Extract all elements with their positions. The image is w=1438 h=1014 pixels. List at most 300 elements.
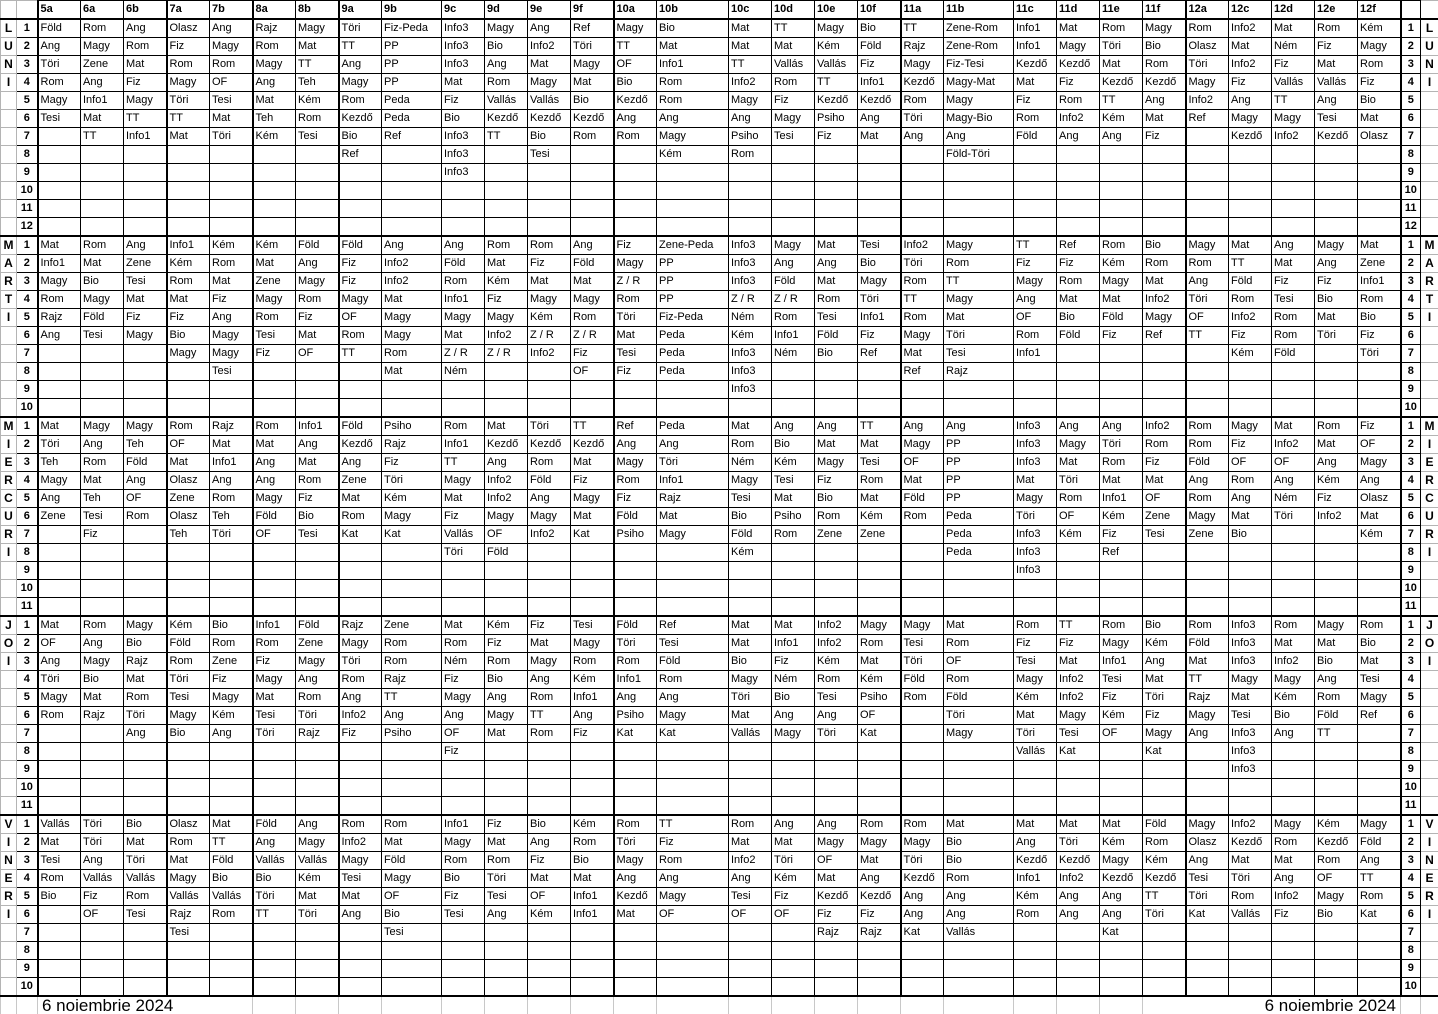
- timetable-cell: [657, 544, 729, 562]
- timetable-cell: [253, 182, 296, 200]
- period-number: 5: [17, 92, 38, 110]
- timetable-cell: [1186, 544, 1229, 562]
- timetable-cell: [210, 924, 253, 942]
- class-header-11a: 11a: [901, 1, 944, 20]
- period-number: 8: [17, 146, 38, 164]
- timetable-cell: Kém: [382, 490, 442, 508]
- day-letter: [1421, 797, 1438, 816]
- period-number: 3: [17, 653, 38, 671]
- timetable-cell: Rom: [253, 417, 296, 436]
- timetable-cell: [772, 761, 815, 779]
- timetable-cell: Töri: [772, 852, 815, 870]
- day-letter: L: [1, 19, 17, 38]
- timetable-cell: Info3: [729, 273, 772, 291]
- timetable-cell: Fiz-Peda: [657, 309, 729, 327]
- timetable-cell: [772, 580, 815, 598]
- timetable-cell: [901, 743, 944, 761]
- timetable-cell: [528, 363, 571, 381]
- timetable-cell: Vallás: [729, 725, 772, 743]
- timetable-cell: Magy: [1100, 635, 1143, 653]
- period-number: 6: [1401, 110, 1421, 128]
- timetable-cell: Mat: [296, 327, 339, 345]
- timetable-cell: [210, 146, 253, 164]
- period-number: 4: [1401, 671, 1421, 689]
- timetable-cell: Info2: [1229, 56, 1272, 74]
- timetable-cell: [296, 978, 339, 997]
- timetable-cell: Mat: [571, 454, 614, 472]
- timetable-cell: [81, 743, 124, 761]
- timetable-cell: [1057, 960, 1100, 978]
- timetable-cell: Teh: [81, 490, 124, 508]
- timetable-cell: [1014, 598, 1057, 617]
- timetable-cell: Rom: [442, 635, 485, 653]
- timetable-cell: [485, 743, 528, 761]
- timetable-cell: Ang: [944, 906, 1014, 924]
- timetable-cell: Vallás: [124, 870, 167, 888]
- timetable-cell: [614, 743, 657, 761]
- day-letter: E: [1421, 870, 1438, 888]
- timetable-cell: Magy: [729, 472, 772, 490]
- timetable-cell: Mat: [858, 852, 901, 870]
- timetable-cell: Rom: [210, 490, 253, 508]
- timetable-cell: Magy: [382, 508, 442, 526]
- day-letter: [1421, 779, 1438, 797]
- class-header-8b: 8b: [296, 1, 339, 20]
- timetable-cell: Föld: [1014, 128, 1057, 146]
- timetable-cell: [571, 544, 614, 562]
- class-header-11e: 11e: [1100, 1, 1143, 20]
- day-letter: C: [1421, 490, 1438, 508]
- timetable-cell: [1100, 942, 1143, 960]
- timetable-cell: [339, 779, 382, 797]
- timetable-cell: TT: [1014, 236, 1057, 255]
- timetable-cell: [1143, 960, 1186, 978]
- timetable-cell: Kezdő: [571, 436, 614, 454]
- period-number: 4: [17, 472, 38, 490]
- timetable-cell: [729, 182, 772, 200]
- timetable-cell: Mat: [38, 236, 81, 255]
- timetable-cell: [772, 182, 815, 200]
- timetable-cell: Info3: [1014, 436, 1057, 454]
- timetable-cell: Tesi: [124, 273, 167, 291]
- timetable-cell: Magy: [124, 327, 167, 345]
- day-letter: [1421, 399, 1438, 418]
- timetable-cell: [1186, 345, 1229, 363]
- timetable-cell: [858, 200, 901, 218]
- timetable-cell: [1014, 797, 1057, 816]
- timetable-cell: Teh: [296, 74, 339, 92]
- timetable-cell: Rom: [657, 74, 729, 92]
- timetable-cell: [442, 218, 485, 237]
- timetable-row: [1, 616, 1438, 635]
- class-header-9b: 9b: [382, 1, 442, 20]
- timetable-cell: Bio: [1358, 92, 1401, 110]
- timetable-cell: Fiz: [1229, 436, 1272, 454]
- timetable-row: [1, 779, 1438, 797]
- timetable-row: [1, 236, 1438, 255]
- timetable-cell: Mat: [1057, 291, 1100, 309]
- timetable-row: [1, 399, 1438, 418]
- timetable-cell: Magy: [81, 38, 124, 56]
- timetable-cell: [729, 218, 772, 237]
- timetable-cell: Psiho: [858, 689, 901, 707]
- timetable-cell: [815, 562, 858, 580]
- timetable-cell: Töri: [614, 309, 657, 327]
- timetable-cell: [528, 779, 571, 797]
- timetable-cell: Mat: [1229, 508, 1272, 526]
- timetable-cell: [1100, 399, 1143, 418]
- timetable-cell: Kém: [858, 508, 901, 526]
- timetable-cell: Mat: [528, 635, 571, 653]
- timetable-cell: Kém: [485, 273, 528, 291]
- day-letter: M: [1421, 417, 1438, 436]
- class-header-12d: 12d: [1272, 1, 1315, 20]
- timetable-cell: Info2: [1272, 653, 1315, 671]
- period-number: 4: [17, 74, 38, 92]
- timetable-cell: OF: [944, 653, 1014, 671]
- day-letter: [1421, 182, 1438, 200]
- timetable-cell: [124, 960, 167, 978]
- timetable-cell: Föld: [485, 544, 528, 562]
- timetable-row: [1, 218, 1438, 237]
- timetable-cell: [944, 381, 1014, 399]
- timetable-cell: Mat: [485, 417, 528, 436]
- period-number: 10: [1401, 580, 1421, 598]
- day-letter: A: [1421, 255, 1438, 273]
- timetable-cell: [210, 797, 253, 816]
- timetable-cell: Mat: [1100, 291, 1143, 309]
- timetable-cell: Ang: [944, 888, 1014, 906]
- timetable-cell: OF: [1143, 490, 1186, 508]
- timetable-cell: Mat: [296, 454, 339, 472]
- timetable-cell: Magy: [38, 92, 81, 110]
- timetable-row: [1, 182, 1438, 200]
- timetable-cell: [1358, 399, 1401, 418]
- timetable-cell: [1100, 978, 1143, 997]
- timetable-cell: [81, 725, 124, 743]
- timetable-cell: TT: [1057, 616, 1100, 635]
- timetable-cell: Rom: [1358, 291, 1401, 309]
- timetable-cell: [1315, 146, 1358, 164]
- timetable-cell: Fiz: [296, 490, 339, 508]
- timetable-cell: Magy: [571, 635, 614, 653]
- timetable-cell: Rom: [1100, 19, 1143, 38]
- timetable-cell: [901, 942, 944, 960]
- class-header-9f: 9f: [571, 1, 614, 20]
- timetable-cell: TT: [167, 110, 210, 128]
- timetable-cell: Tesi: [858, 454, 901, 472]
- timetable-cell: Mat: [729, 707, 772, 725]
- timetable-cell: Ang: [901, 906, 944, 924]
- timetable-cell: [772, 200, 815, 218]
- day-letter: [1, 743, 17, 761]
- class-header-12f: 12f: [1358, 1, 1401, 20]
- timetable-cell: Bio: [571, 852, 614, 870]
- timetable-cell: Info3: [1229, 743, 1272, 761]
- timetable-cell: [167, 960, 210, 978]
- timetable-cell: [296, 924, 339, 942]
- timetable-cell: Rom: [1186, 19, 1229, 38]
- timetable-cell: [167, 743, 210, 761]
- timetable-cell: [1186, 218, 1229, 237]
- timetable-cell: Info2: [528, 526, 571, 544]
- timetable-cell: OF: [815, 852, 858, 870]
- timetable-cell: Mat: [657, 38, 729, 56]
- timetable-cell: Ang: [485, 689, 528, 707]
- timetable-cell: Mat: [38, 417, 81, 436]
- day-letter: [1421, 978, 1438, 997]
- timetable-cell: Tesi: [1315, 110, 1358, 128]
- period-number: 5: [17, 689, 38, 707]
- timetable-cell: [442, 797, 485, 816]
- timetable-cell: OF: [858, 707, 901, 725]
- timetable-cell: OF: [124, 490, 167, 508]
- timetable-cell: Tesi: [38, 110, 81, 128]
- timetable-cell: Ang: [339, 454, 382, 472]
- timetable-cell: Rom: [1186, 616, 1229, 635]
- timetable-cell: [339, 580, 382, 598]
- timetable-cell: [657, 399, 729, 418]
- timetable-cell: Olasz: [167, 815, 210, 834]
- timetable-cell: Fiz: [210, 291, 253, 309]
- timetable-cell: Rom: [901, 273, 944, 291]
- timetable-cell: Fiz: [339, 725, 382, 743]
- day-letter: [1, 363, 17, 381]
- timetable-cell: Magy: [210, 38, 253, 56]
- timetable-cell: Rom: [1100, 454, 1143, 472]
- class-header-10d: 10d: [772, 1, 815, 20]
- timetable-cell: Rom: [1358, 616, 1401, 635]
- timetable-cell: Fiz: [571, 345, 614, 363]
- timetable-cell: Bio: [815, 490, 858, 508]
- class-header-8a: 8a: [253, 1, 296, 20]
- timetable-cell: Magy: [772, 236, 815, 255]
- timetable-cell: Info3: [442, 56, 485, 74]
- timetable-cell: [210, 200, 253, 218]
- timetable-cell: Psiho: [614, 707, 657, 725]
- timetable-cell: Fiz: [528, 255, 571, 273]
- timetable-cell: Rom: [528, 689, 571, 707]
- timetable-cell: Ang: [339, 906, 382, 924]
- timetable-cell: [1186, 182, 1229, 200]
- timetable-cell: [296, 182, 339, 200]
- timetable-cell: Zene-Rom: [944, 38, 1014, 56]
- timetable-cell: Ang: [38, 490, 81, 508]
- timetable-cell: TT: [944, 273, 1014, 291]
- timetable-cell: Föld: [339, 236, 382, 255]
- day-letter: [1421, 92, 1438, 110]
- period-number: 4: [1401, 291, 1421, 309]
- timetable-row: [1, 472, 1438, 490]
- class-header-12c: 12c: [1229, 1, 1272, 20]
- timetable-cell: Olasz: [1358, 128, 1401, 146]
- timetable-cell: [815, 978, 858, 997]
- timetable-cell: Magy: [210, 689, 253, 707]
- timetable-cell: [1229, 562, 1272, 580]
- timetable-cell: Fiz: [1315, 38, 1358, 56]
- timetable-cell: [167, 797, 210, 816]
- timetable-cell: Fiz: [442, 743, 485, 761]
- timetable-cell: [657, 562, 729, 580]
- timetable-cell: Peda: [382, 92, 442, 110]
- period-number: 9: [1401, 960, 1421, 978]
- timetable-cell: Mat: [1358, 236, 1401, 255]
- timetable-cell: [210, 164, 253, 182]
- timetable-cell: Info2: [1229, 19, 1272, 38]
- timetable-cell: Kém: [1143, 852, 1186, 870]
- timetable-cell: [772, 960, 815, 978]
- timetable-cell: Magy: [167, 707, 210, 725]
- period-number: 3: [17, 273, 38, 291]
- footer-cell: [528, 996, 571, 1014]
- timetable-cell: Ang: [1229, 92, 1272, 110]
- timetable-cell: Kém: [296, 870, 339, 888]
- timetable-cell: [296, 761, 339, 779]
- timetable-cell: Rom: [944, 255, 1014, 273]
- timetable-cell: [210, 399, 253, 418]
- period-number: 4: [1401, 74, 1421, 92]
- timetable-cell: Ang: [253, 834, 296, 852]
- timetable-cell: Föld: [81, 309, 124, 327]
- timetable-cell: [571, 598, 614, 617]
- timetable-cell: [124, 363, 167, 381]
- timetable-cell: Kém: [571, 815, 614, 834]
- timetable-cell: [858, 182, 901, 200]
- timetable-cell: Ang: [382, 707, 442, 725]
- timetable-row: [1, 291, 1438, 309]
- timetable-cell: TT: [1358, 870, 1401, 888]
- timetable-cell: [1057, 761, 1100, 779]
- timetable-cell: Info1: [210, 454, 253, 472]
- day-letter: [1, 399, 17, 418]
- timetable-cell: [614, 598, 657, 617]
- timetable-cell: [772, 924, 815, 942]
- timetable-row: [1, 345, 1438, 363]
- timetable-cell: Tesi: [1186, 870, 1229, 888]
- timetable-row: [1, 815, 1438, 834]
- period-number: 10: [17, 779, 38, 797]
- timetable-cell: Rom: [729, 436, 772, 454]
- timetable-cell: [1315, 164, 1358, 182]
- timetable-cell: [1100, 381, 1143, 399]
- day-letter: I: [1, 74, 17, 92]
- timetable-cell: TT: [210, 834, 253, 852]
- timetable-cell: Rom: [1229, 888, 1272, 906]
- period-number: 5: [1401, 309, 1421, 327]
- timetable-cell: Fiz: [1229, 74, 1272, 92]
- timetable-cell: Mat: [614, 906, 657, 924]
- timetable-cell: Mat: [815, 273, 858, 291]
- timetable-cell: Magy: [339, 291, 382, 309]
- timetable-cell: [901, 381, 944, 399]
- timetable-cell: Mat: [442, 616, 485, 635]
- timetable-cell: [253, 598, 296, 617]
- timetable-cell: Rom: [485, 74, 528, 92]
- day-letter: V: [1, 815, 17, 834]
- timetable-cell: Info2: [382, 255, 442, 273]
- timetable-cell: Kat: [382, 526, 442, 544]
- day-letter: I: [1421, 544, 1438, 562]
- timetable-cell: [1186, 779, 1229, 797]
- day-letter: [1, 761, 17, 779]
- timetable-cell: Ref: [1186, 110, 1229, 128]
- timetable-cell: [124, 399, 167, 418]
- timetable-cell: Info1: [296, 417, 339, 436]
- timetable-cell: Ném: [772, 345, 815, 363]
- timetable-cell: Rom: [944, 635, 1014, 653]
- period-number: 8: [1401, 544, 1421, 562]
- class-header-9c: 9c: [442, 1, 485, 20]
- timetable-cell: Rom: [124, 689, 167, 707]
- timetable-cell: [944, 218, 1014, 237]
- timetable-cell: Kém: [1014, 689, 1057, 707]
- period-number: 7: [1401, 345, 1421, 363]
- timetable-cell: Vallás: [210, 888, 253, 906]
- timetable-cell: [1358, 598, 1401, 617]
- timetable-cell: Magy: [657, 707, 729, 725]
- timetable-cell: OF: [1315, 870, 1358, 888]
- timetable-cell: [1143, 363, 1186, 381]
- period-number: 6: [17, 707, 38, 725]
- timetable-cell: [901, 200, 944, 218]
- timetable-cell: [253, 960, 296, 978]
- timetable-cell: [729, 200, 772, 218]
- class-header-11f: 11f: [1143, 1, 1186, 20]
- timetable-cell: Mat: [1229, 38, 1272, 56]
- timetable-cell: [614, 399, 657, 418]
- timetable-cell: Rom: [296, 110, 339, 128]
- timetable-cell: Ang: [1057, 128, 1100, 146]
- timetable-cell: Ang: [772, 417, 815, 436]
- timetable-cell: Rom: [81, 454, 124, 472]
- timetable-cell: [858, 743, 901, 761]
- timetable-cell: Bio: [124, 815, 167, 834]
- timetable-cell: Rom: [210, 255, 253, 273]
- timetable-cell: Magy: [1229, 110, 1272, 128]
- period-number: 6: [1401, 508, 1421, 526]
- timetable-cell: [339, 562, 382, 580]
- timetable-cell: [38, 562, 81, 580]
- timetable-cell: PP: [382, 56, 442, 74]
- timetable-cell: Vallás: [1229, 906, 1272, 924]
- timetable-cell: [772, 598, 815, 617]
- timetable-cell: TT: [1143, 888, 1186, 906]
- timetable-cell: [339, 743, 382, 761]
- timetable-cell: Ang: [1272, 236, 1315, 255]
- timetable-cell: [901, 164, 944, 182]
- timetable-cell: [124, 942, 167, 960]
- timetable-cell: Kém: [1100, 707, 1143, 725]
- footer-cell: [1057, 996, 1100, 1014]
- day-letter: I: [1421, 834, 1438, 852]
- timetable-cell: Ang: [485, 56, 528, 74]
- timetable-cell: [1014, 381, 1057, 399]
- timetable-cell: Mat: [1014, 815, 1057, 834]
- timetable-cell: [1057, 345, 1100, 363]
- timetable-cell: [1315, 924, 1358, 942]
- timetable-cell: Peda: [657, 363, 729, 381]
- timetable-cell: [657, 779, 729, 797]
- timetable-cell: Mat: [1358, 508, 1401, 526]
- timetable-row: [1, 906, 1438, 924]
- timetable-cell: [657, 978, 729, 997]
- timetable-cell: Töri: [528, 417, 571, 436]
- timetable-cell: [296, 164, 339, 182]
- timetable-cell: [1186, 761, 1229, 779]
- timetable-cell: Peda: [657, 417, 729, 436]
- timetable-cell: Rom: [528, 236, 571, 255]
- timetable-cell: Mat: [729, 38, 772, 56]
